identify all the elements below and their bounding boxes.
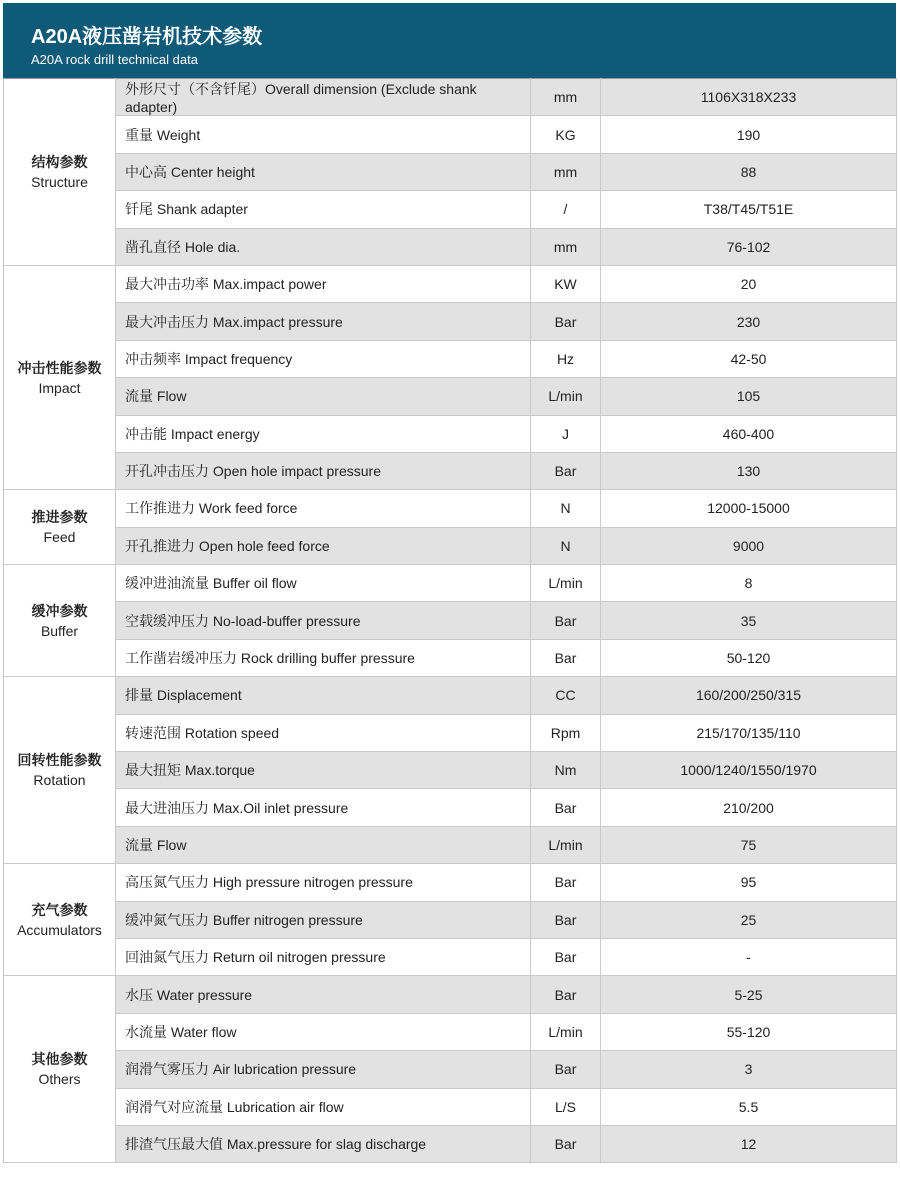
unit-cell: L/min — [531, 1013, 601, 1050]
param-cell: 凿孔直径 Hole dia. — [116, 228, 531, 265]
table-row — [4, 228, 897, 265]
unit-cell: Hz — [531, 340, 601, 377]
param-cell: 最大冲击压力 Max.impact pressure — [116, 303, 531, 340]
unit-cell: L/S — [531, 1088, 601, 1125]
table-row — [4, 639, 897, 676]
group-label-cn: 冲击性能参数 — [17, 359, 102, 376]
value-cell: 5-25 — [601, 976, 897, 1013]
param-cell: 水压 Water pressure — [116, 976, 531, 1013]
param-cell: 外形尺寸（不含钎尾）Overall dimension (Exclude shank adapter) — [116, 79, 531, 116]
param-cell: 最大冲击功率 Max.impact power — [116, 265, 531, 302]
value-cell: 230 — [601, 303, 897, 340]
value-cell: 460-400 — [601, 415, 897, 452]
value-cell: 50-120 — [601, 639, 897, 676]
unit-cell: / — [531, 191, 601, 228]
unit-cell: J — [531, 415, 601, 452]
param-cell: 最大扭矩 Max.torque — [116, 752, 531, 789]
value-cell: 130 — [601, 452, 897, 489]
param-cell: 排渣气压最大值 Max.pressure for slag discharge — [116, 1125, 531, 1162]
unit-cell: Bar — [531, 976, 601, 1013]
param-cell: 排量 Displacement — [116, 677, 531, 714]
value-cell: 8 — [601, 565, 897, 602]
page-subtitle: A20A rock drill technical data — [31, 52, 198, 67]
unit-cell: Bar — [531, 938, 601, 975]
unit-cell: Bar — [531, 303, 601, 340]
unit-cell: Rpm — [531, 714, 601, 751]
table-row — [4, 864, 897, 901]
value-cell: 1106X318X233 — [601, 79, 897, 116]
value-cell: 88 — [601, 153, 897, 190]
unit-cell: Bar — [531, 789, 601, 826]
spec-table — [3, 78, 897, 1163]
table-row — [4, 938, 897, 975]
param-cell: 冲击频率 Impact frequency — [116, 340, 531, 377]
value-cell: 76-102 — [601, 228, 897, 265]
value-cell: 20 — [601, 265, 897, 302]
table-row — [4, 602, 897, 639]
table-row — [4, 153, 897, 190]
table-row — [4, 1125, 897, 1162]
group-label — [4, 864, 116, 976]
group-label — [4, 79, 116, 266]
group-label — [4, 490, 116, 565]
unit-cell: N — [531, 527, 601, 564]
value-cell: 35 — [601, 602, 897, 639]
param-cell: 缓冲氮气压力 Buffer nitrogen pressure — [116, 901, 531, 938]
group-label-en: Structure — [31, 173, 88, 190]
param-cell: 重量 Weight — [116, 116, 531, 153]
table-row — [4, 714, 897, 751]
unit-cell: N — [531, 490, 601, 527]
value-cell: 42-50 — [601, 340, 897, 377]
param-cell: 高压氮气压力 High pressure nitrogen pressure — [116, 864, 531, 901]
value-cell: 55-120 — [601, 1013, 897, 1050]
param-cell: 钎尾 Shank adapter — [116, 191, 531, 228]
value-cell: 95 — [601, 864, 897, 901]
table-row — [4, 1088, 897, 1125]
table-row — [4, 378, 897, 415]
table-row — [4, 490, 897, 527]
table-row — [4, 265, 897, 302]
param-cell: 工作推进力 Work feed force — [116, 490, 531, 527]
unit-cell: Bar — [531, 1125, 601, 1162]
group-label-en: Others — [38, 1071, 81, 1088]
value-cell: 9000 — [601, 527, 897, 564]
table-row — [4, 527, 897, 564]
param-cell: 空载缓冲压力 No-load-buffer pressure — [116, 602, 531, 639]
group-label-en: Rotation — [33, 772, 86, 789]
unit-cell: mm — [531, 228, 601, 265]
unit-cell: Bar — [531, 452, 601, 489]
value-cell: 105 — [601, 378, 897, 415]
value-cell: 12 — [601, 1125, 897, 1162]
unit-cell: Bar — [531, 602, 601, 639]
value-cell: 190 — [601, 116, 897, 153]
value-cell: 1000/1240/1550/1970 — [601, 752, 897, 789]
param-cell: 开孔冲击压力 Open hole impact pressure — [116, 452, 531, 489]
group-label-cn: 充气参数 — [31, 901, 88, 918]
value-cell: 25 — [601, 901, 897, 938]
group-label — [4, 265, 116, 489]
table-row — [4, 79, 897, 116]
spec-table-body — [4, 79, 897, 1163]
unit-cell: Nm — [531, 752, 601, 789]
page-header — [3, 3, 896, 78]
unit-cell: L/min — [531, 565, 601, 602]
value-cell: 210/200 — [601, 789, 897, 826]
unit-cell: Bar — [531, 864, 601, 901]
unit-cell: L/min — [531, 378, 601, 415]
param-cell: 开孔推进力 Open hole feed force — [116, 527, 531, 564]
value-cell: 12000-15000 — [601, 490, 897, 527]
unit-cell: Bar — [531, 901, 601, 938]
group-label-cn: 回转性能参数 — [17, 752, 102, 769]
param-cell: 回油氮气压力 Return oil nitrogen pressure — [116, 938, 531, 975]
table-row — [4, 565, 897, 602]
group-label-cn: 结构参数 — [31, 153, 88, 170]
table-row — [4, 826, 897, 863]
param-cell: 工作凿岩缓冲压力 Rock drilling buffer pressure — [116, 639, 531, 676]
value-cell: 5.5 — [601, 1088, 897, 1125]
group-label — [4, 565, 116, 677]
table-row — [4, 752, 897, 789]
param-cell: 中心高 Center height — [116, 153, 531, 190]
table-row — [4, 901, 897, 938]
unit-cell: CC — [531, 677, 601, 714]
unit-cell: Bar — [531, 639, 601, 676]
param-cell: 流量 Flow — [116, 378, 531, 415]
value-cell: 215/170/135/110 — [601, 714, 897, 751]
table-row — [4, 303, 897, 340]
param-cell: 流量 Flow — [116, 826, 531, 863]
value-cell: 75 — [601, 826, 897, 863]
table-row — [4, 452, 897, 489]
unit-cell: Bar — [531, 1051, 601, 1088]
unit-cell: KW — [531, 265, 601, 302]
group-label-en: Buffer — [40, 622, 79, 639]
group-label-en: Accumulators — [17, 921, 102, 938]
table-row — [4, 415, 897, 452]
table-row — [4, 1051, 897, 1088]
param-cell: 润滑气对应流量 Lubrication air flow — [116, 1088, 531, 1125]
param-cell: 最大进油压力 Max.Oil inlet pressure — [116, 789, 531, 826]
table-row — [4, 677, 897, 714]
value-cell: T38/T45/T51E — [601, 191, 897, 228]
group-label-cn: 缓冲参数 — [31, 602, 88, 619]
unit-cell: L/min — [531, 826, 601, 863]
table-row — [4, 789, 897, 826]
table-row — [4, 976, 897, 1013]
page-title: A20A液压凿岩机技术参数 — [31, 26, 263, 48]
param-cell: 冲击能 Impact energy — [116, 415, 531, 452]
group-label-cn: 其他参数 — [31, 1051, 88, 1068]
value-cell: 160/200/250/315 — [601, 677, 897, 714]
table-row — [4, 191, 897, 228]
unit-cell: KG — [531, 116, 601, 153]
group-label — [4, 976, 116, 1163]
param-cell: 水流量 Water flow — [116, 1013, 531, 1050]
group-label — [4, 677, 116, 864]
group-label-cn: 推进参数 — [31, 509, 88, 526]
param-cell: 转速范围 Rotation speed — [116, 714, 531, 751]
group-label-en: Feed — [43, 529, 76, 546]
group-label-en: Impact — [38, 379, 81, 396]
param-cell: 缓冲进油流量 Buffer oil flow — [116, 565, 531, 602]
unit-cell: mm — [531, 79, 601, 116]
table-row — [4, 116, 897, 153]
value-cell: - — [601, 938, 897, 975]
unit-cell: mm — [531, 153, 601, 190]
value-cell: 3 — [601, 1051, 897, 1088]
table-row — [4, 340, 897, 377]
table-row — [4, 1013, 897, 1050]
param-cell: 润滑气雾压力 Air lubrication pressure — [116, 1051, 531, 1088]
